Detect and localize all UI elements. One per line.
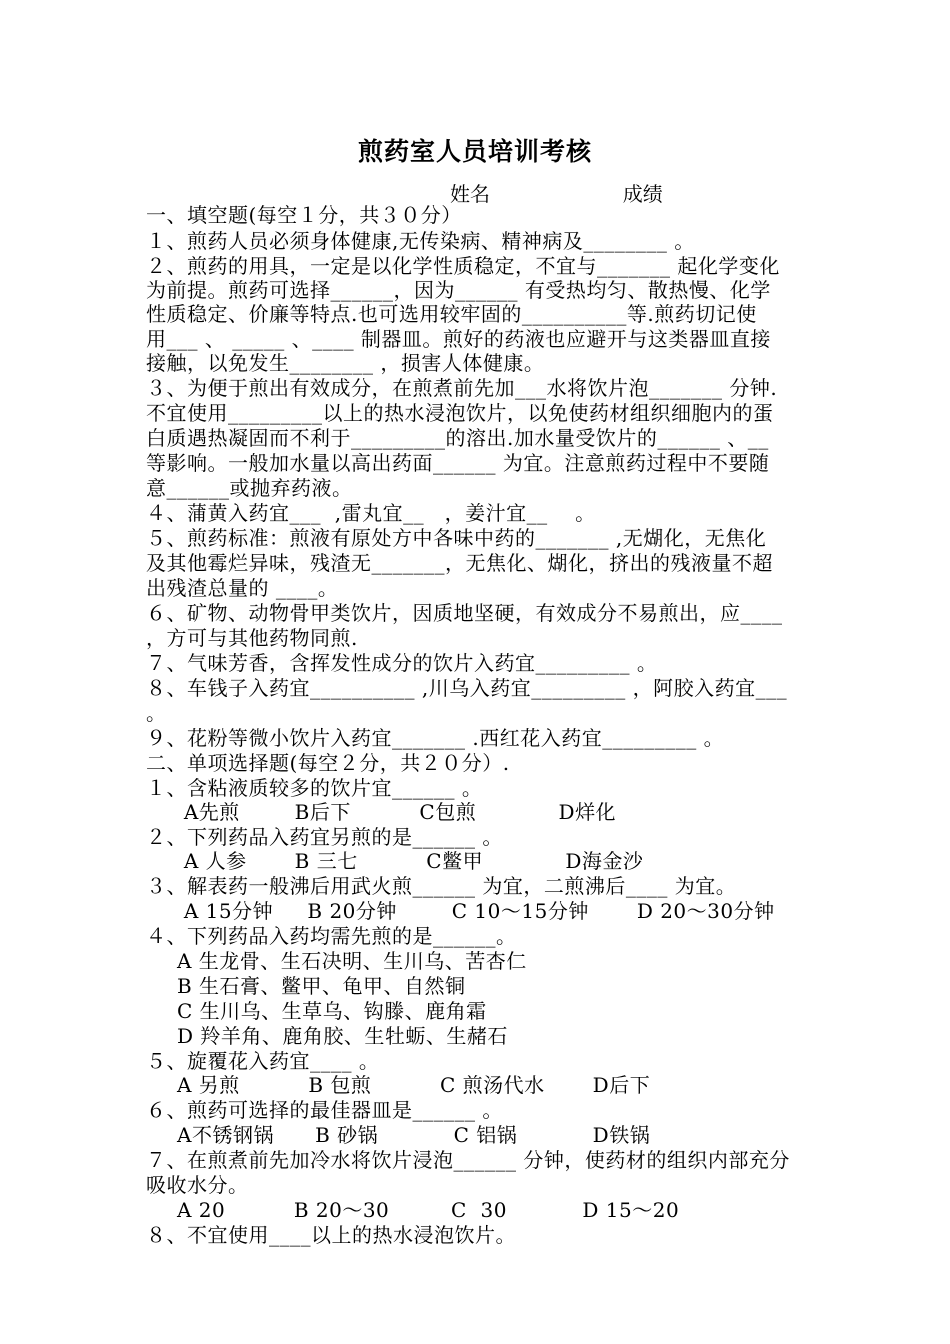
choice-options: A 15分钟 B 20分钟 C 10～15分钟 D 20～30分钟 <box>177 899 775 923</box>
question-line: ５、煎药标准：煎液有原处方中各味中药的_______ ,无煳化，无焦化 <box>146 526 767 550</box>
question-line: 及其他霉烂异味，残渣无_______，无焦化、煳化，挤出的残液量不超 <box>146 551 773 575</box>
question-line: ６、煎药可选择的最佳器皿是______ 。 <box>146 1098 503 1122</box>
question-line: ５、旋覆花入药宜____ 。 <box>146 1049 380 1073</box>
name-label: 姓名 <box>450 182 490 206</box>
score-label: 成绩 <box>622 182 663 206</box>
question-line: ３、解表药一般沸后用武火煎______ 为宜，二煎沸后____ 为宜。 <box>146 874 737 898</box>
question-line: 吸收水分。 <box>146 1173 249 1197</box>
question-line: ２、下列药品入药宜另煎的是______ 。 <box>146 825 503 849</box>
question-line: ４、下列药品入药均需先煎的是______。 <box>146 924 517 948</box>
question-line: ８、不宜使用____以上的热水浸泡饮片。 <box>146 1223 516 1247</box>
question-line: ，方可与其他药物同煎. <box>146 626 358 650</box>
choice-option: C 生川乌、生草乌、钩滕、鹿角霜 <box>177 999 487 1023</box>
page-title: 煎药室人员培训考核 <box>357 137 592 166</box>
choice-option: A 生龙骨、生石决明、生川乌、苦杏仁 <box>177 949 527 973</box>
question-line: ７、气味芳香，含挥发性成分的饮片入药宜_________ 。 <box>146 651 658 675</box>
question-line: 用___ 、 _____ 、____ 制器皿。煎好的药液也应避开与这类器皿直接 <box>146 327 771 351</box>
section-heading-single-choice: 二、单项选择题(每空２分，共２０分）. <box>146 751 510 775</box>
question-line: 为前提。煎药可选择______，因为______ 有受热均匀、散热慢、化学 <box>146 278 771 302</box>
question-line: １、含粘液质较多的饮片宜______ 。 <box>146 776 483 800</box>
question-line: ２、煎药的用具，一定是以化学性质稳定，不宜与_______ 起化学变化 <box>146 254 780 278</box>
question-line: 等影响。一般加水量以高出药面______ 为宜。注意煎药过程中不要随 <box>146 451 770 475</box>
question-line: 出残渣总量的 ____。 <box>146 576 339 600</box>
question-line: 。 <box>146 701 167 725</box>
question-line: ７、在煎煮前先加冷水将饮片浸泡______ 分钟，使药材的组织内部充分 <box>146 1148 790 1172</box>
question-line: 接触，以免发生________ ，损害人体健康。 <box>146 351 545 375</box>
choice-option: B 生石膏、鳖甲、龟甲、自然铜 <box>177 974 466 998</box>
choice-options: A先煎 B后下 C包煎 D烊化 <box>177 800 617 824</box>
question-line: 白质遇热凝固而不利于_________的溶出.加水量受饮片的______ 、__ <box>146 426 769 450</box>
question-line: １、煎药人员必须身体健康,无传染病、精神病及________ 。 <box>146 229 695 253</box>
question-line: ９、花粉等微小饮片入药宜_______ .西红花入药宜_________ 。 <box>146 726 725 750</box>
question-line: 意______或抛弃药液。 <box>146 476 353 500</box>
question-line: ４、蒲黄入药宜___ ,雷丸宜__ ，姜汁宜__ 。 <box>146 501 596 525</box>
choice-options: A 20 B 20～30 C 30 D 15～20 <box>177 1198 680 1222</box>
choice-options: A不锈钢锅 B 砂锅 C 铝锅 D铁锅 <box>177 1123 651 1147</box>
choice-option: D 羚羊角、鹿角胶、生牡蛎、生赭石 <box>177 1024 508 1048</box>
section-heading-fill-blank: 一、填空题(每空１分，共３０分） <box>146 203 462 227</box>
question-line: ８、车钱子入药宜__________ ,川乌入药宜_________ ，阿胶入药宜___ <box>146 676 788 700</box>
question-line: ６、矿物、动物骨甲类饮片，因质地坚硬，有效成分不易煎出，应____ <box>146 601 783 625</box>
question-line: 性质稳定、价廉等特点.也可选用较牢固的__________等.煎药切记使 <box>146 302 757 326</box>
choice-options: A 人参 B 三七 C鳖甲 D海金沙 <box>177 849 644 873</box>
choice-options: A 另煎 B 包煎 C 煎汤代水 D后下 <box>177 1073 651 1097</box>
question-line: ３、为便于煎出有效成分，在煎煮前先加___水将饮片泡_______ 分钟. <box>146 376 778 400</box>
question-line: 不宜使用_________以上的热水浸泡饮片，以免使药材组织细胞内的蛋 <box>146 401 774 425</box>
